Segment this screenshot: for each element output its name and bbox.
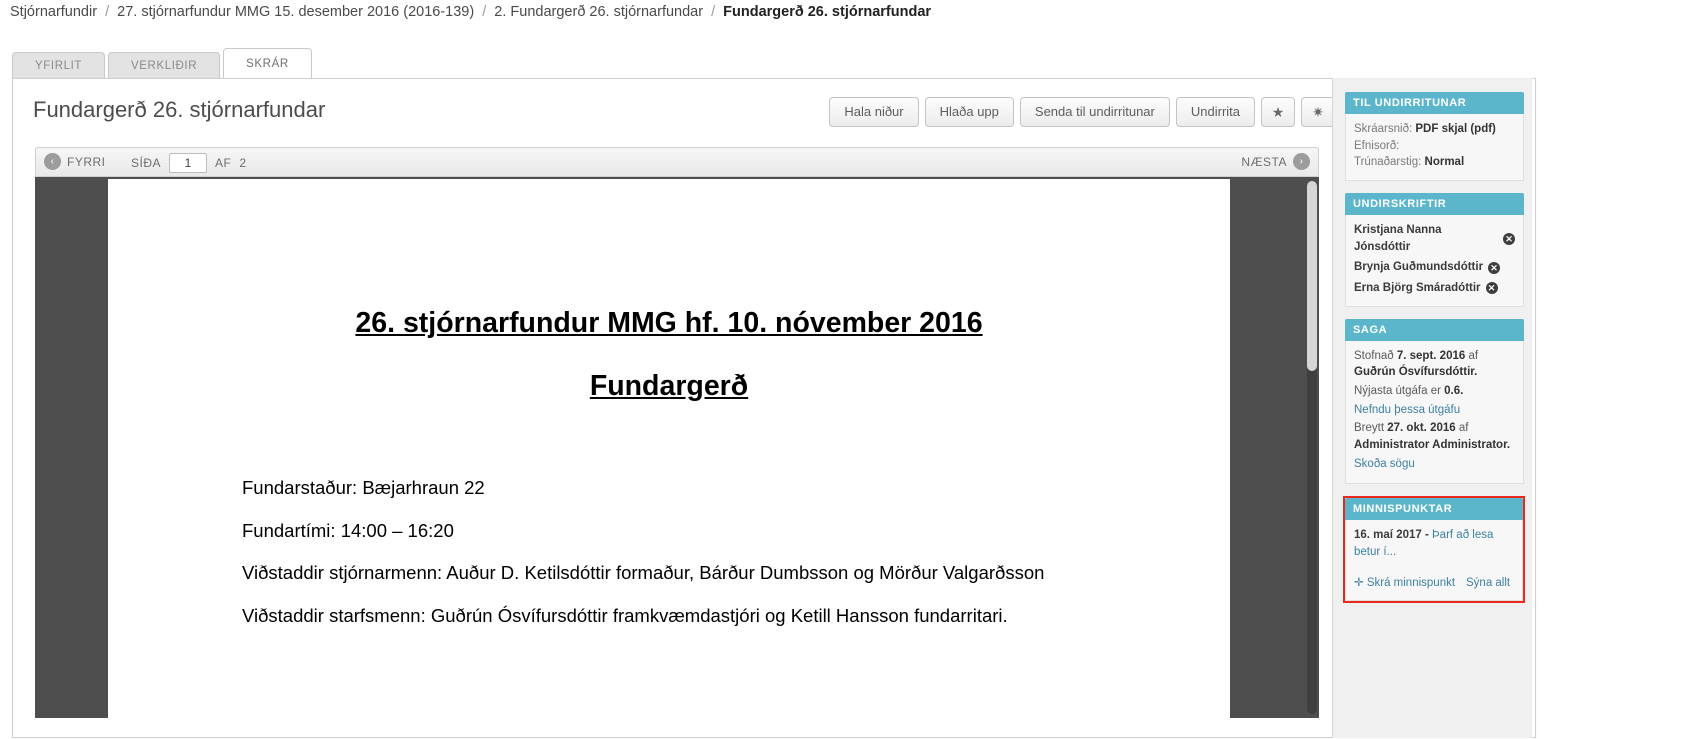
send-for-signature-button[interactable]: Senda til undirritunar [1020,97,1170,127]
remove-signer-icon[interactable]: ✕ [1488,262,1500,274]
download-button[interactable]: Hala niður [829,97,918,127]
confidentiality-row [1354,154,1515,171]
memo-entry[interactable] [1354,527,1514,560]
signature-status-card [1345,92,1524,181]
breadcrumb-item-1[interactable]: 27. stjórnarfundur MMG 15. desember 2016 (2016-139) [117,4,475,20]
previous-page-label: FYRRI [67,154,106,169]
history-body [1345,341,1524,485]
tab-skrar[interactable]: SKRÁR [223,48,312,78]
changed-by-label: af [1458,422,1469,435]
document-page [108,179,1230,718]
keywords-label: Efnisorð: [1354,139,1400,152]
created-line [1354,348,1515,381]
page-input[interactable] [169,153,207,173]
document-toolbar [823,97,1335,127]
changed-label: Breytt [1354,422,1385,435]
memo-card [1343,496,1525,603]
created-label: Stofnað [1354,349,1394,362]
remove-signer-icon[interactable]: ✕ [1503,233,1515,245]
viewer-scrollbar[interactable] [1307,181,1317,714]
memo-actions [1354,575,1514,592]
document-subheading: Fundargerð [589,370,749,402]
confidentiality-value: Normal [1424,156,1465,169]
of-label: AF [215,156,232,170]
document-line-2: Viðstaddir stjórnarmenn: Auður D. Ketilsdóttir formaður, Bárður Dumbsson og Mörður Valgarðsson [242,562,1045,583]
file-format-row [1354,121,1515,138]
tab-bar [12,50,315,78]
memo-date: 16. maí 2017 - [1354,529,1429,542]
version-label: Nýjasta útgáfa er [1354,385,1441,398]
breadcrumb-separator: / [482,4,487,20]
chevron-left-icon: ‹ [44,153,61,170]
next-page-label: NÆSTA [1241,154,1287,169]
signers-title: UNDIRSKRIFTIR [1345,193,1524,215]
next-page-button[interactable] [1241,153,1310,170]
signature-status-title: TIL UNDIRRITUNAR [1345,92,1524,114]
breadcrumb-item-0[interactable]: Stjórnarfundir [10,4,98,20]
memo-text-link[interactable]: Þarf að lesa betur í... [1354,529,1494,559]
breadcrumb-separator: / [711,4,716,20]
breadcrumb-current: Fundargerð 26. stjórnarfundar [723,4,932,20]
star-icon[interactable]: ★ [1261,97,1295,127]
upload-button[interactable]: Hlaða upp [925,97,1014,127]
breadcrumb [10,4,931,20]
changed-date: 27. okt. 2016 [1387,422,1456,435]
view-history-link[interactable]: Skoða sögu [1354,457,1415,470]
previous-page-button[interactable] [44,153,106,170]
file-format-value: PDF skjal (pdf) [1415,123,1496,135]
gear-icon[interactable]: ✷ [1301,97,1335,127]
tab-yfirlit[interactable]: YFIRLIT [12,52,105,78]
remove-signer-icon[interactable]: ✕ [1486,282,1498,294]
show-all-memos-link[interactable]: Sýna allt [1466,576,1511,589]
memo-title: MINNISPUNKTAR [1345,498,1523,520]
signer-name: Erna Björg Smáradóttir [1354,282,1481,295]
tab-verklidir[interactable]: VERKLIÐIR [108,52,220,78]
add-memo-link[interactable]: ✛ Skrá minnispunkt [1354,576,1456,589]
list-item [1354,222,1515,255]
breadcrumb-separator: / [105,4,110,20]
name-version-link[interactable]: Nefndu þessa útgáfu [1354,403,1461,416]
created-by-label: af [1468,349,1479,362]
version-value: 0.6. [1444,385,1464,398]
confidentiality-label: Trúnaðarstig: [1354,156,1422,169]
document-line-1: Fundartími: 14:00 – 16:20 [242,519,454,541]
signer-name: Kristjana Nanna Jónsdóttir [1354,224,1442,253]
page-title: Fundargerð 26. stjórnarfundar [33,97,326,122]
document-line-3: Viðstaddir starfsmenn: Guðrún Ósvífursdóttir framkvæmdastjóri og Ketill Hansson fundarritari. [242,604,1008,626]
page-selector [131,153,247,173]
content-panel [12,78,1536,738]
document-viewer[interactable] [35,177,1319,718]
memo-body [1345,520,1523,601]
signer-name: Brynja Guðmundsdóttir [1354,261,1484,274]
created-date: 7. sept. 2016 [1396,349,1466,362]
keywords-row [1354,138,1515,155]
viewer-scrollbar-thumb[interactable] [1307,181,1317,371]
file-format-label: Skráarsnið: [1354,123,1413,135]
document-line-0: Fundarstaður: Bæjarhraun 22 [242,477,485,498]
breadcrumb-item-2[interactable]: 2. Fundargerð 26. stjórnarfundar [494,4,704,20]
list-item [1354,259,1515,276]
created-by: Guðrún Ósvífursdóttir. [1354,366,1478,379]
chevron-right-icon: › [1293,153,1310,170]
sign-button[interactable]: Undirrita [1176,97,1255,127]
page-label: SÍÐA [131,156,162,170]
changed-line [1354,420,1515,453]
changed-by: Administrator Administrator. [1354,439,1511,452]
page-count: 2 [239,156,247,170]
history-title: SAGA [1345,319,1524,341]
signature-status-body [1345,114,1524,181]
document-pager [35,147,1319,177]
signers-body [1345,215,1524,307]
signers-card [1345,193,1524,307]
version-line [1354,383,1515,400]
name-version-line [1354,402,1515,419]
list-item [1354,280,1515,297]
view-history-line [1354,456,1515,473]
document-heading: 26. stjórnarfundur MMG hf. 10. nóvember 2016 [355,307,983,339]
history-card [1345,319,1524,485]
right-sidebar [1332,78,1532,738]
